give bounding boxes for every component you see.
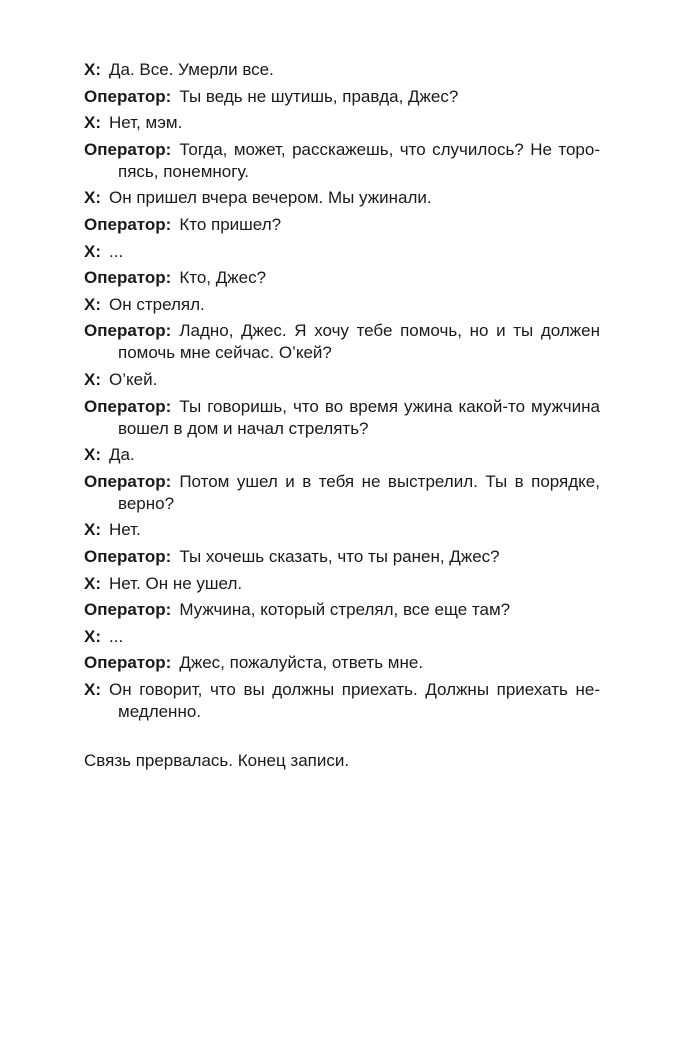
transcript-line [84,112,600,134]
ending-note: Связь прервалась. Конец записи. [84,750,350,770]
speaker-label: Оператор: [84,653,172,673]
speaker-label: Оператор: [84,86,172,106]
utterance-text: Нет, мэм. [109,113,183,133]
utterance-text: Ты говоришь, что во время ужина какой-то мужчина вошел в дом и начал стрелять? [118,396,600,438]
transcript [84,59,600,723]
transcript-line [84,59,600,81]
utterance-text: Да. [109,445,135,465]
speaker-label: X: [84,573,101,593]
transcript-line [84,267,600,289]
transcript-line [84,471,600,515]
transcript-line [84,679,600,723]
utterance-text: Он пришел вчера вечером. Мы ужинали. [109,188,432,208]
transcript-line [84,241,600,263]
transcript-line [84,546,600,568]
speaker-label: X: [84,679,101,699]
utterance-text: О’кей. [109,369,158,389]
speaker-label: Оператор: [84,321,172,341]
utterance-text: Ты ведь не шутишь, правда, Джес? [179,86,459,106]
document-page [84,59,600,772]
speaker-label: X: [84,294,101,314]
speaker-label: X: [84,445,101,465]
transcript-line [84,187,600,209]
transcript-line [84,214,600,236]
utterance-text: Потом ушел и в тебя не выстрелил. Ты в порядке, верно? [118,471,600,513]
speaker-label: X: [84,188,101,208]
utterance-text: Он стрелял. [109,294,205,314]
speaker-label: X: [84,241,101,261]
speaker-label: X: [84,369,101,389]
transcript-line [84,139,600,183]
speaker-label: Оператор: [84,268,172,288]
utterance-text: Да. Все. Умерли все. [109,60,274,79]
utterance-text: Нет. [109,520,141,540]
speaker-label: Оператор: [84,546,172,566]
speaker-label: X: [84,626,101,646]
speaker-label: Оператор: [84,139,172,159]
transcript-line [84,519,600,541]
speaker-label: X: [84,113,101,133]
speaker-label: Оператор: [84,471,172,491]
transcript-line [84,444,600,466]
utterance-text: Ты хочешь сказать, что ты ранен, Джес? [179,546,500,566]
transcript-line [84,320,600,364]
transcript-line [84,652,600,674]
utterance-text: Он говорит, что вы должны приехать. Должны приехать не-медленно. [109,679,600,721]
transcript-line [84,294,600,316]
transcript-line [84,369,600,391]
utterance-text: Кто пришел? [179,214,282,234]
speaker-label: X: [84,520,101,540]
transcript-line [84,396,600,440]
utterance-text: ... [109,241,124,261]
transcript-line [84,626,600,648]
utterance-text: Нет. Он не ушел. [109,573,243,593]
utterance-text: Джес, пожалуйста, ответь мне. [179,653,424,673]
transcript-line [84,573,600,595]
utterance-text: ... [109,626,124,646]
transcript-line [84,86,600,108]
transcript-line [84,599,600,621]
utterance-text: Кто, Джес? [179,268,267,288]
utterance-text: Тогда, может, расскажешь, что случилось? Не торо-пясь, понемногу. [118,139,600,181]
speaker-label: X: [84,60,101,79]
speaker-label: Оператор: [84,214,172,234]
utterance-text: Мужчина, который стрелял, все еще там? [179,600,511,620]
utterance-text: Ладно, Джес. Я хочу тебе помочь, но и ты должен помочь мне сейчас. О’кей? [118,321,600,363]
speaker-label: Оператор: [84,600,172,620]
speaker-label: Оператор: [84,396,172,416]
